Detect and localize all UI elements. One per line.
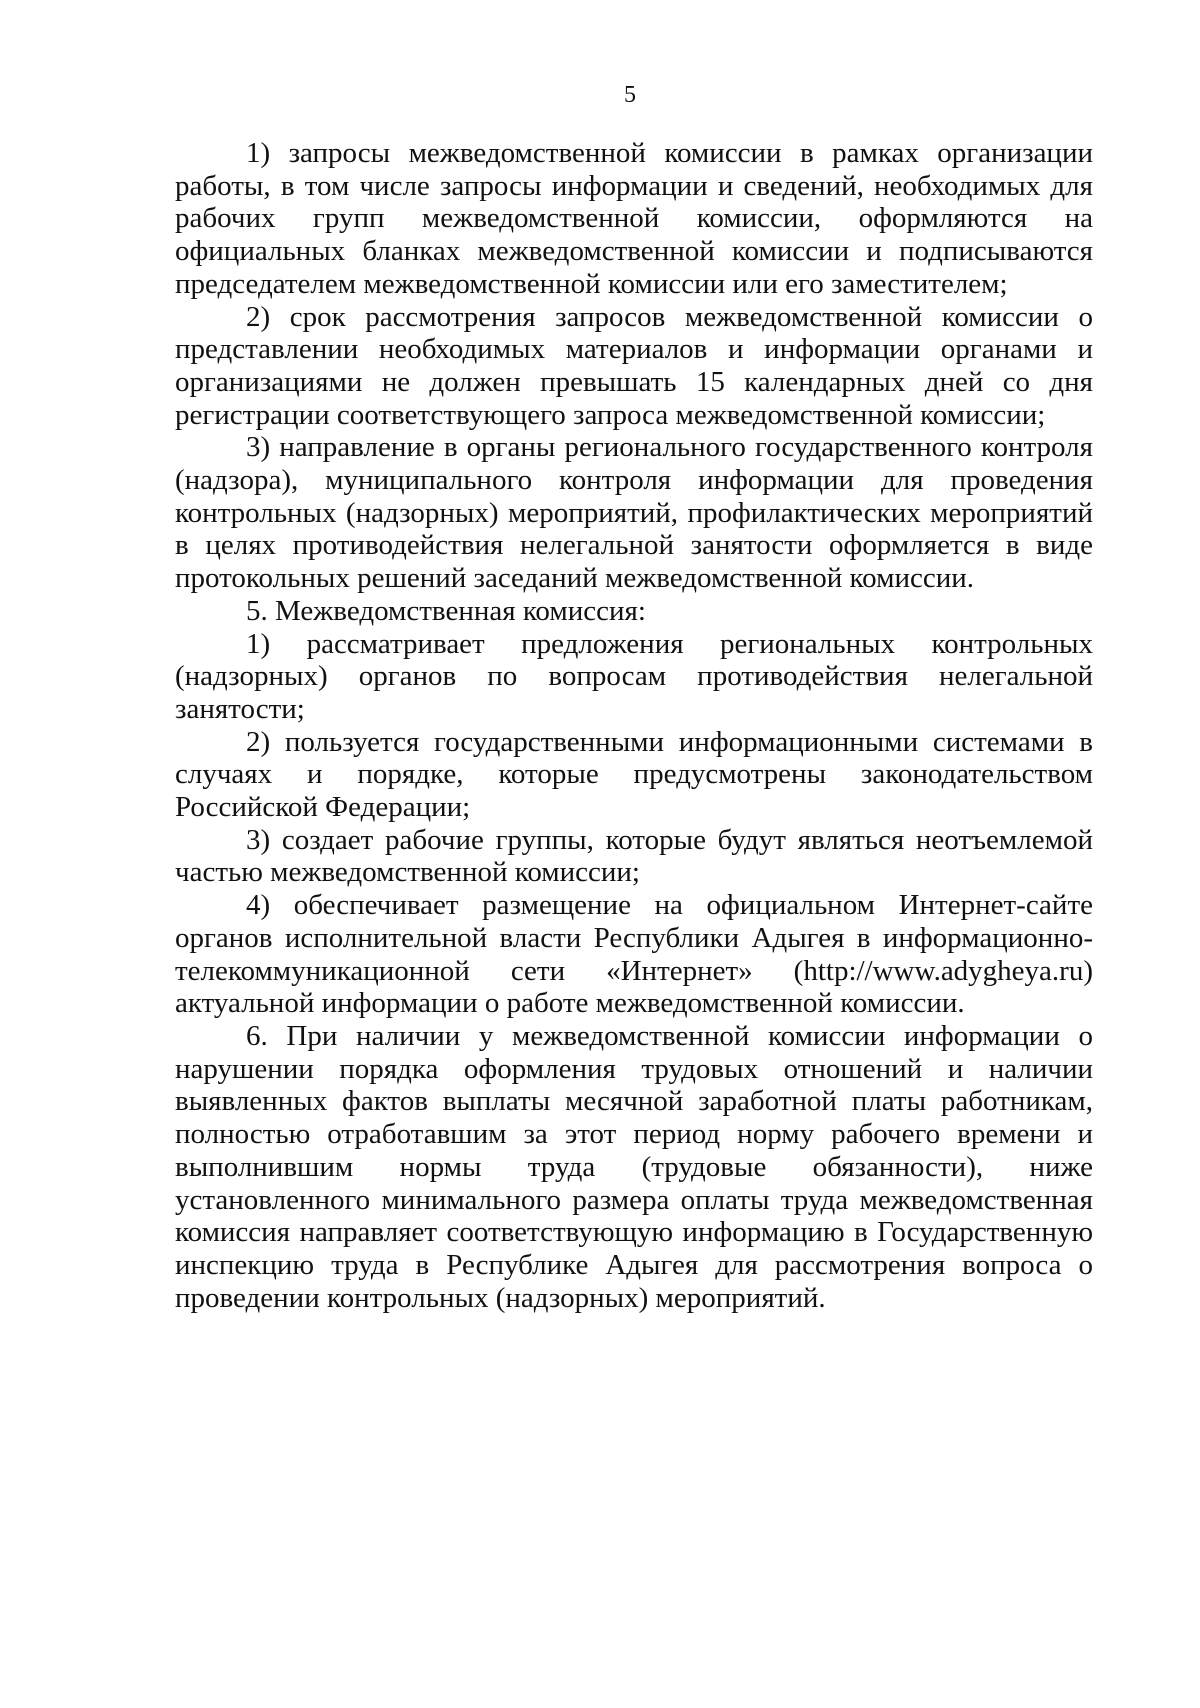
document-body <box>175 137 1093 1314</box>
section-5-heading: 5. Межведомственная комиссия: <box>246 594 646 627</box>
paragraph-2-review-period: 2) срок рассмотрения запросов межведомственной комиссии о представлении необходимых материалов и информации органами и организациями не должен превышать 15 календарных дней со дня регистрации соответствующего запроса межведомственной комиссии; <box>175 300 1093 431</box>
paragraph-5-2-info-systems: 2) пользуется государственными информационными системами в случаях и порядке, которые предусмотрены законодательством Российской Федерации; <box>175 725 1093 824</box>
paragraph-5-1-proposals: 1) рассматривает предложения региональных контрольных (надзорных) органов по вопросам противодействия нелегальной занятости; <box>175 627 1093 725</box>
paragraph-5-4-website: 4) обеспечивает размещение на официальном Интернет-сайте органов исполнительной власти Республики Адыгея в информационно-телекоммуникационной сети «Интернет» (http://www.adygheya.ru) актуальной информации о работе межведомственной комиссии. <box>175 889 1093 1020</box>
paragraph-1-requests: 1) запросы межведомственной комиссии в рамках организации работы, в том числе запросы информации и сведений, необходимых для рабочих групп межведомственной комиссии, оформляются на официальных бланках межведомственной комиссии и подписываются председателем межведомственной комиссии или его заместителем; <box>175 137 1093 300</box>
paragraph-3-direction-to-bodies: 3) направление в органы регионального государственного контроля (надзора), муниципального контроля информации для проведения контрольных (надзорных) мероприятий, профилактических мероприятий в целях противодействия нелегальной занятости оформляется в виде протокольных решений заседаний межведомственной комиссии. <box>175 431 1093 595</box>
paragraph-5-3-working-groups: 3) создает рабочие группы, которые будут являться неотъемлемой частью межведомственной комиссии; <box>175 823 1093 889</box>
section-6-paragraph: 6. При наличии у межведомственной комиссии информации о нарушении порядка оформления трудовых отношений и наличии выявленных фактов выплаты месячной заработной платы работникам, полностью отработавшим за этот период норму рабочего времени и выполнившим нормы труда (трудовые обязанности), ниже установленного минимального размера оплаты труда межведомственная комиссия направляет соответствующую информацию в Государственную инспекцию труда в Республике Адыгея для рассмотрения вопроса о проведении контрольных (надзорных) мероприятий. <box>175 1019 1093 1314</box>
page-number: 5 <box>624 82 636 108</box>
